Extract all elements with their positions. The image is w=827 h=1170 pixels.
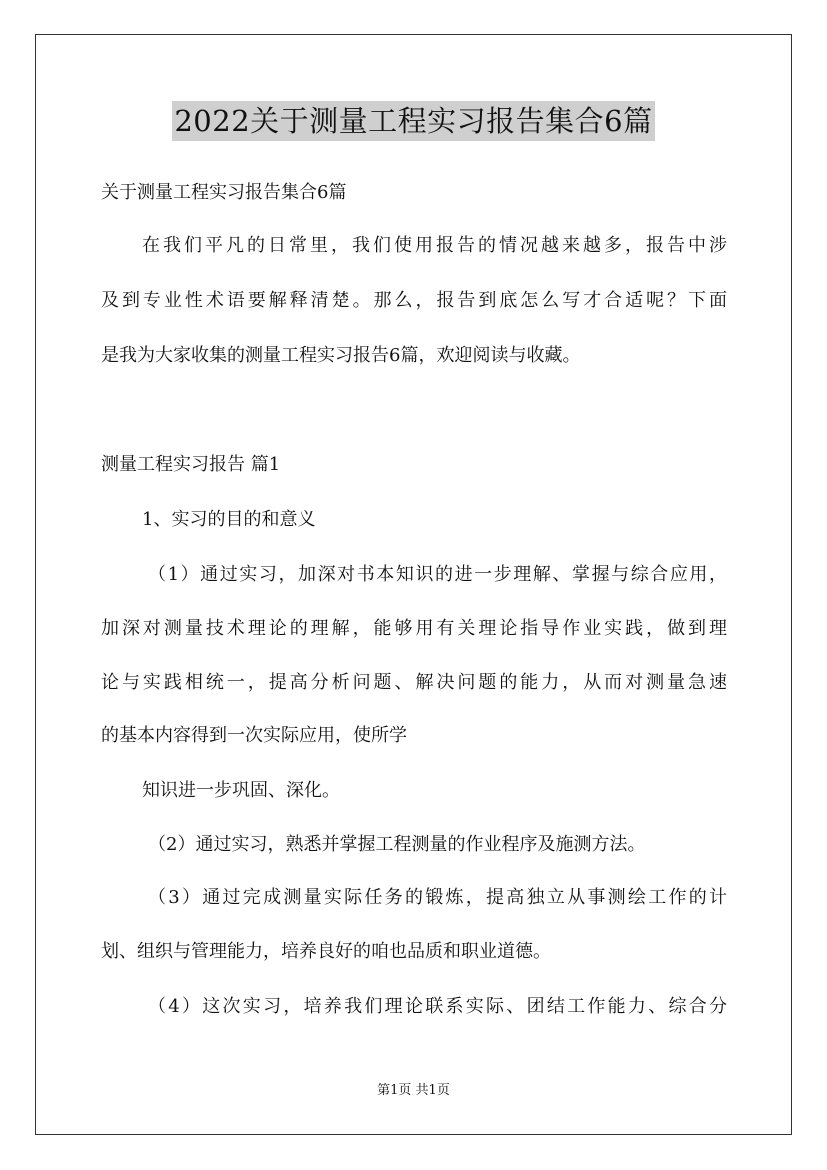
paragraph-line: 加深对测量技术理论的理解，能够用有关理论指导作业实践，做到理	[101, 618, 727, 639]
paragraph-line: 是我为大家收集的测量工程实习报告6篇，欢迎阅读与收藏。	[101, 345, 581, 366]
subtitle-line: 关于测量工程实习报告集合6篇	[101, 182, 347, 203]
page-footer: 第1页 共1页	[377, 1083, 450, 1098]
paragraph-line: 知识进一步巩固、深化。	[142, 780, 340, 801]
paragraph-line: 在我们平凡的日常里，我们使用报告的情况越来越多，报告中涉	[142, 235, 727, 256]
paragraph-line: 及到专业性术语要解释清楚。那么，报告到底怎么写才合适呢？下面	[101, 290, 727, 311]
document-title: 2022关于测量工程实习报告集合6篇	[172, 101, 654, 141]
paragraph-line: （1）通过实习，加深对书本知识的进一步理解、掌握与综合应用，	[148, 564, 727, 585]
paragraph-line: 论与实践相统一，提高分析问题、解决问题的能力，从而对测量急速	[101, 672, 727, 693]
paragraph-line: 的基本内容得到一次实际应用，使所学	[101, 725, 407, 746]
paragraph-line: 划、组织与管理能力，培养良好的咱也品质和职业道德。	[101, 941, 551, 962]
subsection-heading: 1、实习的目的和意义	[142, 509, 316, 530]
title-container	[0, 101, 827, 141]
paragraph-line: （2）通过实习，熟悉并掌握工程测量的作业程序及施测方法。	[148, 834, 646, 855]
paragraph-line: （3）通过完成测量实际任务的锻炼，提高独立从事测绘工作的计	[148, 887, 727, 908]
paragraph-line: （4）这次实习，培养我们理论联系实际、团结工作能力、综合分	[148, 996, 727, 1017]
section-heading: 测量工程实习报告 篇1	[101, 454, 281, 475]
